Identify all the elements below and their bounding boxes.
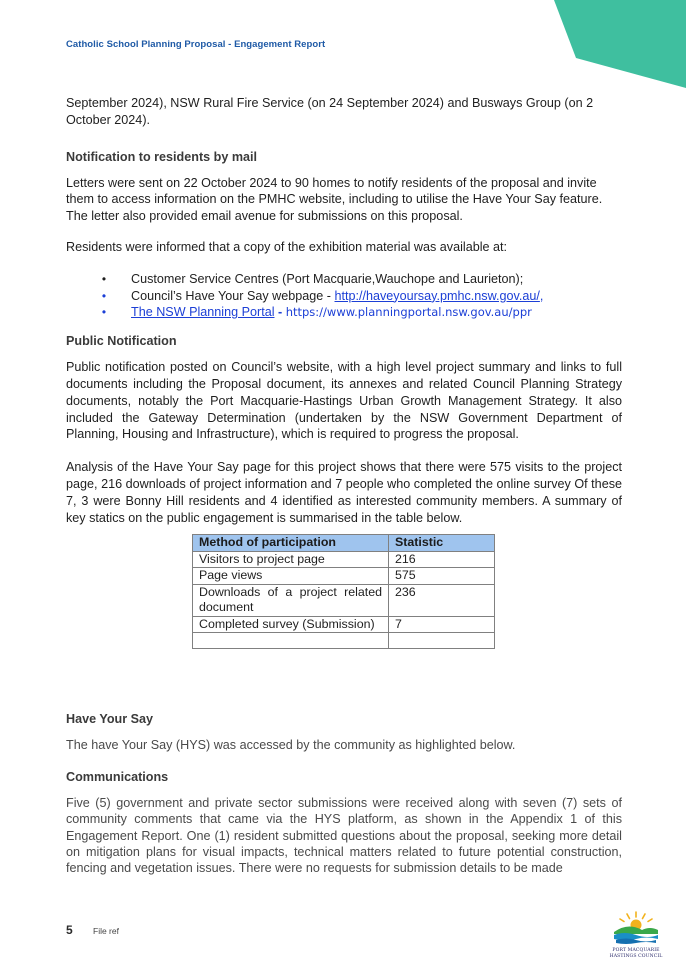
bullet-icon: •: [101, 288, 107, 303]
mail-paragraph-1: Letters were sent on 22 October 2024 to 90 homes to notify residents of the proposal and invite them to access information on the PMHC website, including to utilise the Have Your Say feature. The letter also provided email avenue for submissions on this proposal.: [66, 175, 603, 224]
list-item-suffix: ,: [539, 288, 544, 303]
table-row: [193, 616, 495, 633]
have-your-say-link[interactable]: http://haveyoursay.pmhc.nsw.gov.au/: [334, 288, 540, 303]
section-heading-public: Public Notification: [66, 334, 177, 349]
public-paragraph-1: Public notification posted on Council’s website, with a high level project summary and links to full documents including the Proposal document, its annexes and related Council Planning Strategy documents, notably the Port Macquarie-Hastings Urban Growth Management Strategy. It also included the Gateway Determination (undertaken by the NSW Government Department of Planning, Housing and Infrastructure), which is required to progress the proposal.: [66, 360, 622, 442]
table-row-empty: [193, 633, 495, 649]
section-heading-mail: Notification to residents by mail: [66, 149, 258, 164]
list-item: [66, 288, 622, 305]
table-row: [193, 584, 495, 616]
table-cell-method: [193, 633, 389, 649]
list-item-text: Council’s Have Your Say webpage -: [131, 288, 335, 303]
logo-text-line-2: HASTINGS COUNCIL: [609, 954, 663, 959]
hys-paragraph: The have Your Say (HYS) was accessed by the community as highlighted below.: [66, 738, 516, 752]
planning-portal-link[interactable]: The NSW Planning Portal: [131, 305, 275, 320]
bullet-icon: •: [101, 305, 107, 320]
corner-accent-shape: [554, 0, 686, 88]
table-row: [193, 551, 495, 568]
council-logo-icon: [606, 908, 666, 963]
planning-portal-url[interactable]: https://www.planningportal.nsw.gov.au/ppr: [285, 305, 532, 320]
table-cell-statistic: 216: [389, 551, 495, 568]
table-cell-method: Page views: [193, 568, 389, 585]
header-title: Catholic School Planning Proposal - Engagement Report: [66, 39, 326, 50]
participation-table: [192, 534, 495, 649]
list-item-separator: -: [274, 305, 286, 320]
logo-text-line-1: PORT MACQUARIE: [612, 948, 660, 953]
participation-table-wrap: [192, 534, 495, 649]
list-item: [66, 304, 622, 321]
section-heading-communications: Communications: [66, 770, 169, 785]
table-cell-statistic: 7: [389, 616, 495, 633]
table-cell-statistic: 575: [389, 568, 495, 585]
bullet-icon: •: [101, 271, 107, 286]
list-item-text: Customer Service Centres (Port Macquarie,Wauchope and Laurieton);: [131, 271, 524, 286]
list-item: [66, 271, 622, 288]
main-content: [66, 95, 622, 526]
council-logo-graphic: [606, 908, 666, 948]
table-cell-method: Completed survey (Submission): [193, 616, 389, 633]
lower-content: [66, 711, 622, 876]
table-row: [193, 568, 495, 585]
exhibition-locations-list: [66, 271, 622, 321]
public-paragraph-2: Analysis of the Have Your Say page for this project shows that there were 575 visits to the project page, 216 downloads of project information and 7 people who completed the online survey Of these 7, 3 were Bonny Hill residents and 4 identified as interested community members. A summary of key statics on the public engagement is summarised in the table below.: [66, 460, 622, 525]
communications-paragraph: Five (5) government and private sector submissions were received along with seven (7) sets of community comments that came via the HYS platform, as shown in the Appendix 1 of this Engagement Report. One (1) resident submitted questions about the proposal, seeking more detail on mitigation plans for visual impacts, technical matters related to future potential construction, fencing and vegetation issues. There were no requests for submission details to be made: [66, 796, 622, 876]
mail-paragraph-2: Residents were informed that a copy of the exhibition material was available at:: [66, 239, 508, 254]
table-header-method: Method of participation: [193, 535, 389, 552]
page-number: 5: [66, 923, 73, 937]
table-cell-method: Downloads of a project related document: [193, 584, 389, 616]
table-cell-method: Visitors to project page: [193, 551, 389, 568]
table-header-statistic: Statistic: [389, 535, 495, 552]
section-heading-hys: Have Your Say: [66, 712, 154, 726]
file-ref: File ref: [93, 926, 119, 936]
table-header-row: [193, 535, 495, 552]
table-cell-statistic: 236: [389, 584, 495, 616]
intro-continuation: September 2024), NSW Rural Fire Service (on 24 September 2024) and Busways Group (on 2 October 2024).: [66, 96, 594, 127]
table-cell-statistic: [389, 633, 495, 649]
